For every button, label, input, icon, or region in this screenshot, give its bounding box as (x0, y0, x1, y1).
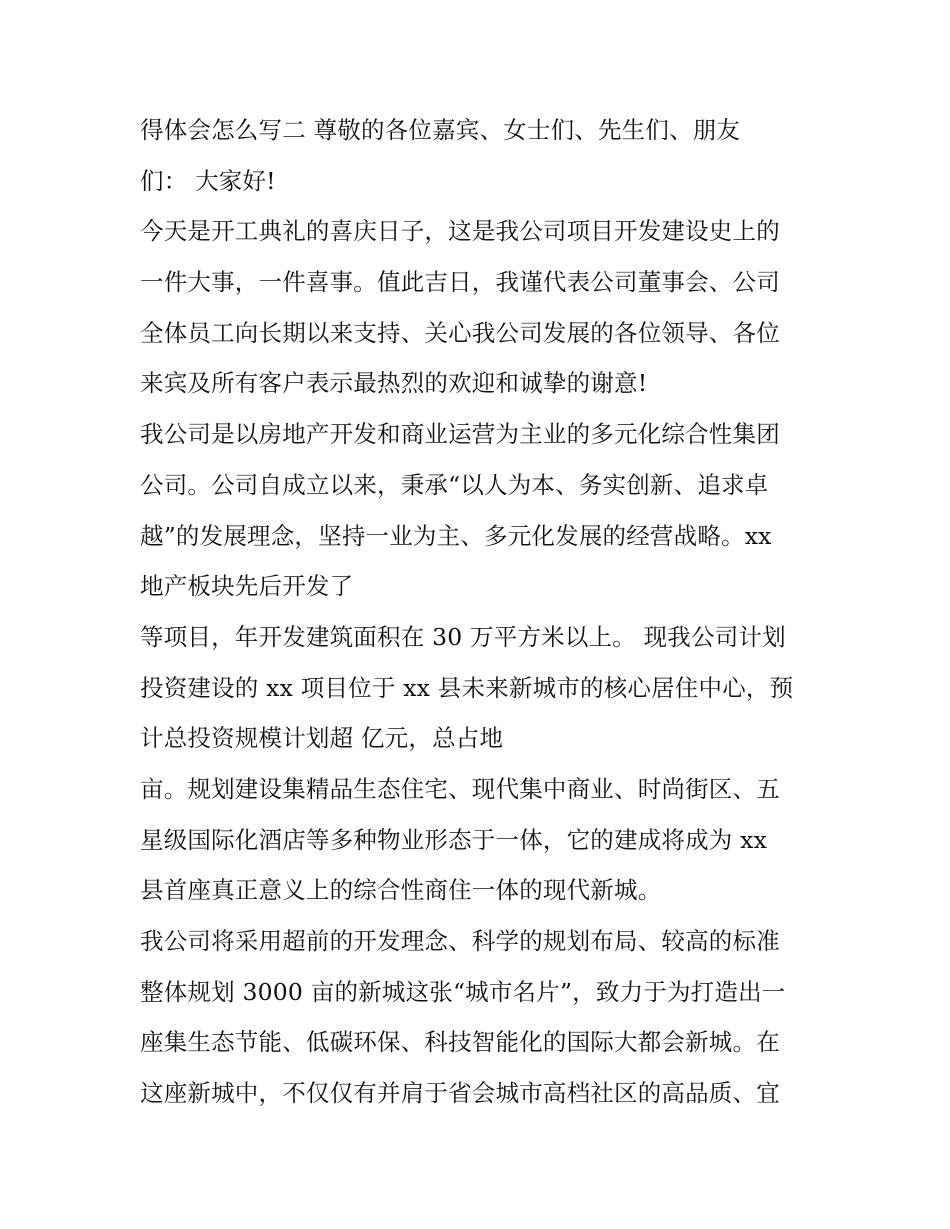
text-line: 等项目，年开发建筑面积在 30 万平方米以上。 现我公司计划 (140, 623, 786, 651)
text-line: 座集生态节能、低碳环保、科技智能化的国际大都会新城。在 (140, 1028, 780, 1056)
text-line: 来宾及所有客户表示最热烈的欢迎和诚挚的谢意! (140, 369, 648, 397)
text-line: 全体员工向长期以来支持、关心我公司发展的各位领导、各位 (140, 319, 780, 347)
text-line: 公司。公司自成立以来，秉承“以人为本、务实创新、追求卓 (140, 471, 769, 499)
text-line: 越”的发展理念，坚持一业为主、多元化发展的经营战略。xx (140, 522, 772, 550)
text-line: 整体规划 3000 亩的新城这张“城市名片”，致力于为打造出一 (140, 978, 786, 1006)
text-line: 我公司是以房地产开发和商业运营为主业的多元化综合性集团 (140, 420, 780, 448)
text-line: 地产板块先后开发了 (140, 572, 354, 600)
text-line: 县首座真正意义上的综合性商住一体的现代新城。 (140, 876, 662, 904)
text-line: 计总投资规模计划超 亿元，总占地 (140, 724, 504, 752)
text-line: 投资建设的 xx 项目位于 xx 县未来新城市的核心居住中心，预 (140, 674, 794, 702)
text-line: 们： 大家好! (140, 167, 276, 195)
text-line: 一件大事，一件喜事。值此吉日，我谨代表公司董事会、公司 (140, 268, 780, 296)
text-line: 星级国际化酒店等多种物业形态于一体，它的建成将成为 xx (140, 826, 768, 854)
text-line: 今天是开工典礼的喜庆日子，这是我公司项目开发建设史上的 (140, 217, 780, 245)
text-line: 得体会怎么写二 尊敬的各位嘉宾、女士们、先生们、朋友 (140, 116, 741, 144)
text-line: 我公司将采用超前的开发理念、科学的规划布局、较高的标准 (140, 927, 780, 955)
text-line: 亩。规划建设集精品生态住宅、现代集中商业、时尚街区、五 (140, 775, 780, 803)
text-line: 这座新城中，不仅仅有并肩于省会城市高档社区的高品质、宜 (140, 1079, 780, 1107)
